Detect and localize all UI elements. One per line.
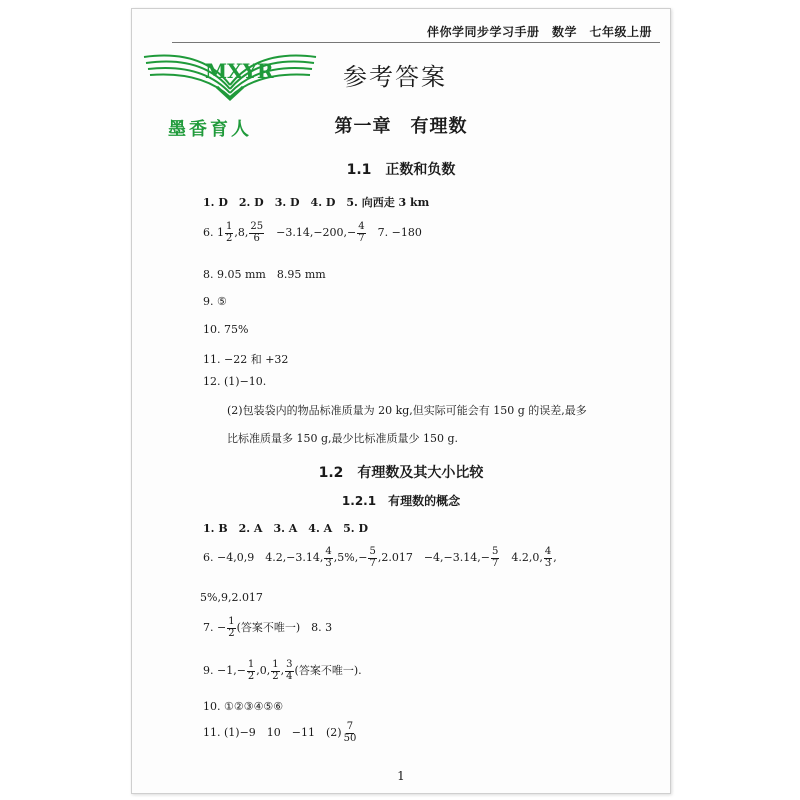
answer-6-7: 6. 1 $\frac{1}{2}$ ,8, $\frac{25}{6}$ −3.14,−200,− $\frac{4}{7}$ 7. −180 [203,221,422,244]
fraction: $\frac{5}{7}$ [491,546,499,569]
answer-11-b: 11. (1)−9 10 −11 (2) $\frac{7}{50}$ [203,721,357,744]
fraction: $\frac{7}{50}$ [343,721,357,744]
answer-6-b-cont: 5%,9,2.017 [200,591,263,604]
answer-8: 8. 9.05 mm 8.95 mm [203,268,326,281]
section-1-1-title: 1.1 正数和负数 [346,162,456,178]
answer-12-part2: (2)包装袋内的物品标准质量为 20 kg,但实际可能会有 150 g 的误差,最多 [227,404,587,417]
subsection-1-2-1-title: 1.2.1 有理数的概念 [341,494,461,508]
fraction: $\frac{3}{4}$ [286,659,293,682]
answer-6-b: 6. −4,0,9 4.2,−3.14, $\frac{4}{3}$ ,5%,− $\frac{5}{7}$ ,2.017 −4,−3.14,− $\frac{5}{7}$ 4.2,0, $\frac{4}{3}$ , [203,546,557,569]
logo [132,37,332,140]
fraction: $\frac{25}{6}$ [250,221,264,244]
fraction: $\frac{4}{7}$ [358,221,365,244]
page-number: 1 [397,769,405,783]
answer-9-b: 9. −1,− $\frac{1}{2}$ ,0, $\frac{1}{2}$ , $\frac{3}{4}$ (答案不唯一). [203,659,362,682]
logo-name: 墨香育人 [168,119,252,140]
running-header: 伴你学同步学习手册 数学 七年级上册 [426,25,652,39]
fraction: $\frac{1}{2}$ [247,659,255,682]
fraction: $\frac{5}{7}$ [369,546,376,569]
main-title: 参考答案 [343,63,447,91]
answer-9: 9. ⑤ [203,295,227,308]
answer-12-part2-cont: 比标准质量多 150 g,最少比标准质量少 150 g. [227,432,459,445]
answer-12-part1: 12. (1)−10. [203,375,267,388]
answer-1-5-b: 1. B 2. A 3. A 4. A 5. D [203,522,369,535]
answer-10-b: 10. ①②③④⑤⑥ [203,700,284,713]
fraction: $\frac{1}{2}$ [272,659,279,682]
answer-7-8-b: 7. − $\frac{1}{2}$ (答案不唯一) 8. 3 [203,616,333,639]
section-1-2-title: 1.2 有理数及其大小比较 [318,465,484,481]
chapter-title: 第一章 有理数 [334,116,468,137]
fraction: $\frac{4}{3}$ [325,546,332,569]
fraction: $\frac{1}{2}$ [228,616,235,639]
fraction: $\frac{1}{2}$ [226,221,233,244]
answer-1-5: 1. D 2. D 3. D 4. D 5. 向西走 3 km [203,196,430,209]
book-page [131,8,671,794]
logo-brand: MXYR [205,59,274,83]
fraction: $\frac{4}{3}$ [544,546,552,569]
answer-10: 10. 75% [203,323,249,336]
answer-11: 11. −22 和 +32 [203,353,289,366]
